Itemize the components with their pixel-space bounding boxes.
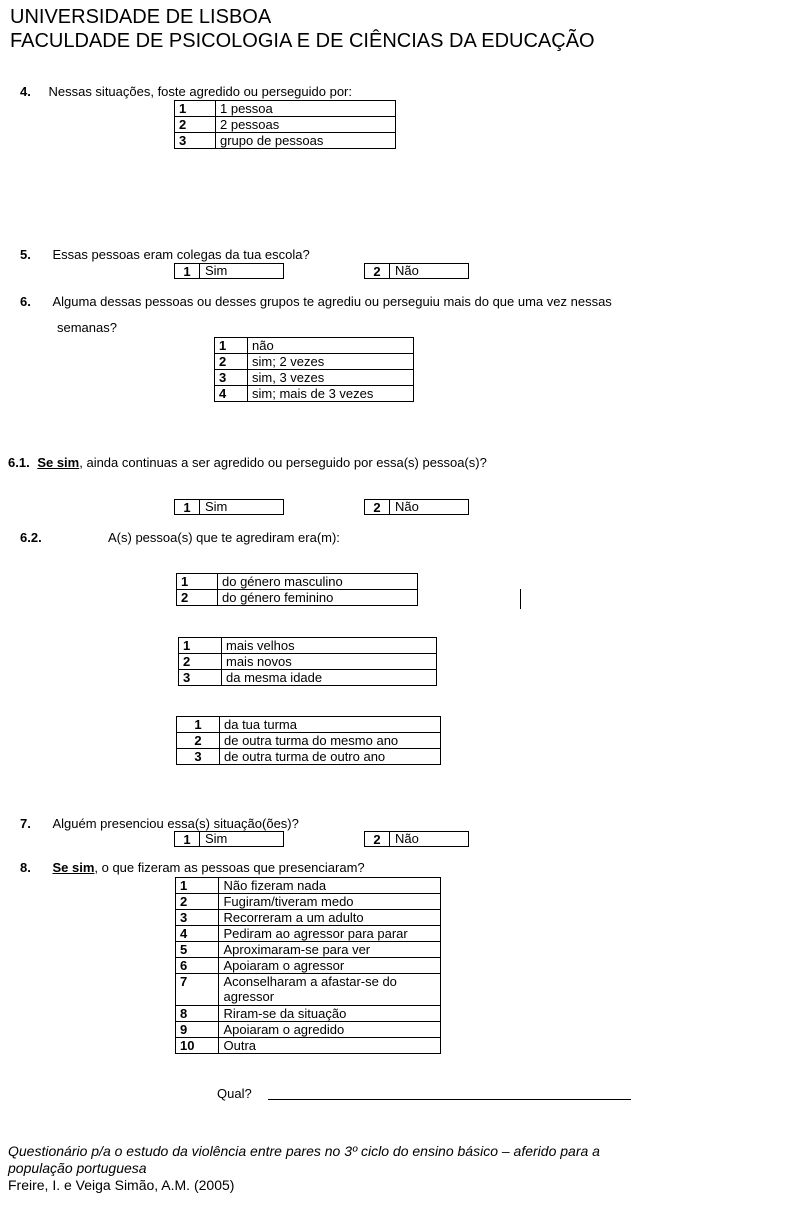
option-label: 2 pessoas bbox=[216, 117, 396, 133]
q6-2-gender-table bbox=[176, 573, 418, 606]
table-row[interactable] bbox=[179, 670, 437, 686]
table-row[interactable] bbox=[176, 878, 441, 894]
q8-options-table bbox=[175, 877, 441, 1054]
option-number: 3 bbox=[215, 370, 248, 386]
conditional-label: Se sim bbox=[37, 455, 80, 470]
option-label: sim, 3 vezes bbox=[248, 370, 414, 386]
option-number: 1 bbox=[175, 264, 200, 278]
option-label: Outra bbox=[219, 1038, 441, 1054]
question-number: 6. bbox=[20, 294, 31, 309]
table-row[interactable] bbox=[175, 133, 396, 149]
option-label: Pediram ao agressor para parar bbox=[219, 926, 441, 942]
question-8 bbox=[20, 860, 365, 876]
q5-no-option[interactable] bbox=[364, 263, 469, 279]
question-text: Essas pessoas eram colegas da tua escola? bbox=[52, 247, 310, 262]
table-row[interactable] bbox=[176, 926, 441, 942]
option-label: não bbox=[248, 338, 414, 354]
other-answer-line[interactable] bbox=[268, 1099, 631, 1100]
option-label: Apoiaram o agredido bbox=[219, 1022, 441, 1038]
conditional-label: Se sim bbox=[52, 860, 95, 875]
footer-study-title: Questionário p/a o estudo da violência entre pares no 3º ciclo do ensino básico – aferido para a bbox=[8, 1143, 600, 1159]
option-label: Riram-se da situação bbox=[219, 1006, 441, 1022]
option-number: 1 bbox=[179, 638, 222, 654]
option-number: 4 bbox=[176, 926, 219, 942]
question-6 bbox=[20, 294, 612, 310]
option-label: de outra turma de outro ano bbox=[220, 749, 441, 765]
question-number: 6.2. bbox=[20, 530, 42, 545]
question-text: , ainda continuas a ser agredido ou perseguido por essa(s) pessoa(s)? bbox=[79, 455, 487, 470]
question-number: 4. bbox=[20, 84, 31, 99]
q7-no-option[interactable] bbox=[364, 831, 469, 847]
option-number: 2 bbox=[365, 264, 390, 278]
option-number: 2 bbox=[176, 894, 219, 910]
option-number: 1 bbox=[176, 878, 219, 894]
table-row[interactable] bbox=[176, 894, 441, 910]
option-number: 2 bbox=[365, 832, 390, 846]
footer-study-title-continuation: população portuguesa bbox=[8, 1160, 147, 1176]
option-number: 1 bbox=[175, 500, 200, 514]
question-6-continuation: semanas? bbox=[57, 320, 117, 335]
option-label: sim; mais de 3 vezes bbox=[248, 386, 414, 402]
option-number: 8 bbox=[176, 1006, 219, 1022]
option-label: da tua turma bbox=[220, 717, 441, 733]
question-number: 7. bbox=[20, 816, 31, 831]
option-label: Sim bbox=[205, 831, 228, 846]
option-number: 2 bbox=[215, 354, 248, 370]
option-label: Aproximaram-se para ver bbox=[219, 942, 441, 958]
option-label: grupo de pessoas bbox=[216, 133, 396, 149]
footer-authors: Freire, I. e Veiga Simão, A.M. (2005) bbox=[8, 1177, 235, 1193]
option-label: do género masculino bbox=[218, 574, 418, 590]
table-row[interactable] bbox=[176, 1006, 441, 1022]
text-cursor bbox=[520, 589, 521, 609]
question-text: A(s) pessoa(s) que te agrediram era(m): bbox=[108, 530, 340, 545]
table-row[interactable] bbox=[177, 574, 418, 590]
q7-yes-option[interactable] bbox=[174, 831, 284, 847]
table-row[interactable] bbox=[176, 910, 441, 926]
option-number: 3 bbox=[179, 670, 222, 686]
option-number: 1 bbox=[215, 338, 248, 354]
q6-1-yes-option[interactable] bbox=[174, 499, 284, 515]
q4-options-table bbox=[174, 100, 396, 149]
option-label: Recorreram a um adulto bbox=[219, 910, 441, 926]
table-row[interactable] bbox=[215, 370, 414, 386]
table-row[interactable] bbox=[176, 958, 441, 974]
option-number: 2 bbox=[175, 117, 216, 133]
question-number: 6.1. bbox=[8, 455, 30, 470]
option-number: 4 bbox=[215, 386, 248, 402]
option-label: Não bbox=[395, 831, 419, 846]
table-row[interactable] bbox=[177, 717, 441, 733]
option-label: mais velhos bbox=[222, 638, 437, 654]
table-row[interactable] bbox=[176, 1022, 441, 1038]
option-number: 3 bbox=[175, 133, 216, 149]
table-row[interactable] bbox=[175, 101, 396, 117]
table-row[interactable] bbox=[177, 590, 418, 606]
question-number: 5. bbox=[20, 247, 31, 262]
table-row[interactable] bbox=[179, 654, 437, 670]
question-text: Nessas situações, foste agredido ou perseguido por: bbox=[48, 84, 352, 99]
table-row[interactable] bbox=[179, 638, 437, 654]
option-label: Não fizeram nada bbox=[219, 878, 441, 894]
option-number: 1 bbox=[177, 717, 220, 733]
table-row[interactable] bbox=[176, 942, 441, 958]
option-number: 10 bbox=[176, 1038, 219, 1054]
question-7 bbox=[20, 816, 299, 832]
option-label: Não bbox=[395, 263, 419, 278]
q6-options-table bbox=[214, 337, 414, 402]
option-label: da mesma idade bbox=[222, 670, 437, 686]
table-row[interactable] bbox=[177, 749, 441, 765]
option-label: do género feminino bbox=[218, 590, 418, 606]
table-row[interactable] bbox=[176, 1038, 441, 1054]
q6-2-age-table bbox=[178, 637, 437, 686]
question-5 bbox=[20, 247, 310, 263]
option-label: Sim bbox=[205, 263, 228, 278]
table-row[interactable] bbox=[215, 338, 414, 354]
faculty-name: FACULDADE DE PSICOLOGIA E DE CIÊNCIAS DA EDUCAÇÃO bbox=[10, 30, 595, 52]
q5-yes-option[interactable] bbox=[174, 263, 284, 279]
option-number: 2 bbox=[365, 500, 390, 514]
option-number: 3 bbox=[176, 910, 219, 926]
question-6-2 bbox=[20, 530, 340, 546]
option-number: 1 bbox=[175, 101, 216, 117]
q6-2-class-table bbox=[176, 716, 441, 765]
option-number: 2 bbox=[179, 654, 222, 670]
option-label: Fugiram/tiveram medo bbox=[219, 894, 441, 910]
other-prompt: Qual? bbox=[217, 1086, 252, 1101]
option-label: mais novos bbox=[222, 654, 437, 670]
university-name: UNIVERSIDADE DE LISBOA bbox=[10, 6, 272, 28]
option-label: Aconselharam a afastar-se do agressor bbox=[219, 974, 441, 1006]
question-4 bbox=[20, 84, 352, 100]
question-text: Alguma dessas pessoas ou desses grupos te agrediu ou perseguiu mais do que uma vez nessas bbox=[52, 294, 612, 309]
option-number: 2 bbox=[177, 733, 220, 749]
option-label: 1 pessoa bbox=[216, 101, 396, 117]
option-number: 9 bbox=[176, 1022, 219, 1038]
table-row[interactable] bbox=[215, 386, 414, 402]
table-row[interactable] bbox=[177, 733, 441, 749]
option-number: 1 bbox=[177, 574, 218, 590]
table-row[interactable] bbox=[215, 354, 414, 370]
table-row[interactable] bbox=[175, 117, 396, 133]
table-row[interactable] bbox=[176, 974, 441, 1006]
option-label: sim; 2 vezes bbox=[248, 354, 414, 370]
option-number: 6 bbox=[176, 958, 219, 974]
option-number: 1 bbox=[175, 832, 200, 846]
option-number: 7 bbox=[176, 974, 219, 1006]
option-number: 5 bbox=[176, 942, 219, 958]
question-text: Alguém presenciou essa(s) situação(ões)? bbox=[52, 816, 299, 831]
q6-1-no-option[interactable] bbox=[364, 499, 469, 515]
option-number: 3 bbox=[177, 749, 220, 765]
option-label: Sim bbox=[205, 499, 228, 514]
question-6-1 bbox=[8, 455, 487, 471]
option-label: de outra turma do mesmo ano bbox=[220, 733, 441, 749]
question-number: 8. bbox=[20, 860, 31, 875]
question-text: , o que fizeram as pessoas que presenciaram? bbox=[94, 860, 365, 875]
option-number: 2 bbox=[177, 590, 218, 606]
option-label: Não bbox=[395, 499, 419, 514]
option-label: Apoiaram o agressor bbox=[219, 958, 441, 974]
